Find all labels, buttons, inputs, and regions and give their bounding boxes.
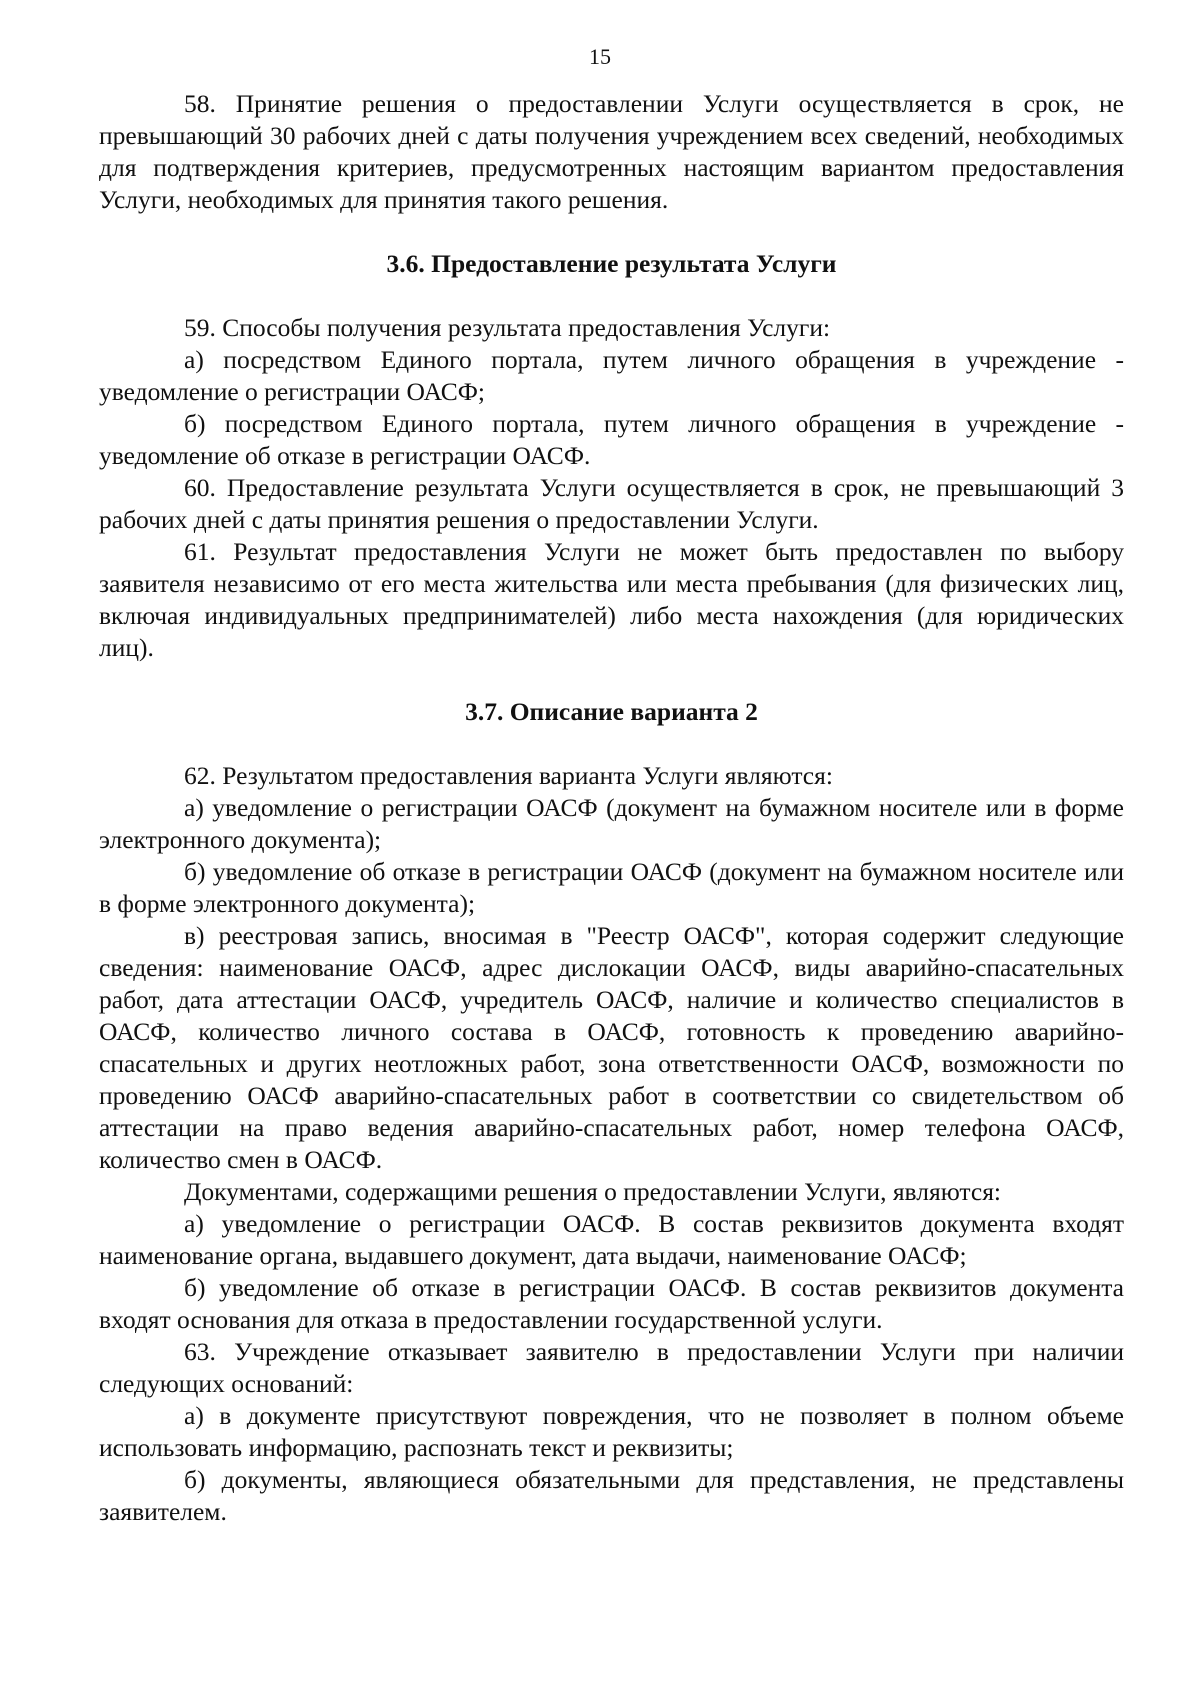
paragraph-63: 63. Учреждение отказывает заявителю в предоставлении Услуги при наличии следующих оснований: (99, 1337, 1124, 1398)
paragraph-59-b: б) посредством Единого портала, путем личного обращения в учреждение - уведомление об отказе в регистрации ОАСФ. (99, 409, 1124, 470)
paragraph-decision-documents-b: б) уведомление об отказе в регистрации ОАСФ. В состав реквизитов документа входят основания для отказа в предоставлении государственной услуги. (99, 1273, 1124, 1334)
paragraph-decision-documents-a: а) уведомление о регистрации ОАСФ. В состав реквизитов документа входят наименование органа, выдавшего документ, дата выдачи, наименование ОАСФ; (99, 1209, 1124, 1270)
paragraph-63-b: б) документы, являющиеся обязательными для представления, не представлены заявителем. (99, 1465, 1124, 1526)
paragraph-62: 62. Результатом предоставления варианта Услуги являются: (184, 761, 833, 790)
paragraph-62-a: а) уведомление о регистрации ОАСФ (документ на бумажном носителе или в форме электронного документа); (99, 793, 1124, 854)
section-heading-3-6: 3.6. Предоставление результата Услуги (386, 249, 837, 278)
paragraph-62-v: в) реестровая запись, вносимая в "Реестр ОАСФ", которая содержит следующие сведения: наименование ОАСФ, адрес дислокации ОАСФ, виды аварийно-спасательных работ, дата аттестации ОАСФ, учредитель ОАСФ, наличие и количество специалистов в ОАСФ, количество личного состава в ОАСФ, готовность к проведению аварийно-спасательных и других неотложных работ, зона ответственности ОАСФ, возможности по проведению ОАСФ аварийно-спасательных работ в соответствии со свидетельством об аттестации на право ведения аварийно-спасательных работ, номер телефона ОАСФ, количество смен в ОАСФ. (99, 921, 1124, 1174)
paragraph-decision-documents: Документами, содержащими решения о предоставлении Услуги, являются: (184, 1177, 1002, 1206)
paragraph-58: 58. Принятие решения о предоставлении Услуги осуществляется в срок, не превышающий 30 рабочих дней с даты получения учреждением всех сведений, необходимых для подтверждения критериев, предусмотренных настоящим вариантом предоставления Услуги, необходимых для принятия такого решения. (99, 89, 1124, 214)
paragraph-61: 61. Результат предоставления Услуги не может быть предоставлен по выбору заявителя независимо от его места жительства или места пребывания (для физических лиц, включая индивидуальных предпринимателей) либо места нахождения (для юридических лиц). (99, 537, 1124, 662)
document-body (99, 88, 1124, 1528)
page-number: 15 (589, 44, 611, 69)
paragraph-63-a: а) в документе присутствуют повреждения, что не позволяет в полном объеме использовать информацию, распознать текст и реквизиты; (99, 1401, 1124, 1462)
paragraph-59: 59. Способы получения результата предоставления Услуги: (184, 313, 831, 342)
section-heading-3-7: 3.7. Описание варианта 2 (465, 697, 758, 726)
paragraph-59-a: а) посредством Единого портала, путем личного обращения в учреждение - уведомление о регистрации ОАСФ; (99, 345, 1124, 406)
paragraph-60: 60. Предоставление результата Услуги осуществляется в срок, не превышающий 3 рабочих дней с даты принятия решения о предоставлении Услуги. (99, 473, 1124, 534)
paragraph-62-b: б) уведомление об отказе в регистрации ОАСФ (документ на бумажном носителе или в форме электронного документа); (99, 857, 1124, 918)
